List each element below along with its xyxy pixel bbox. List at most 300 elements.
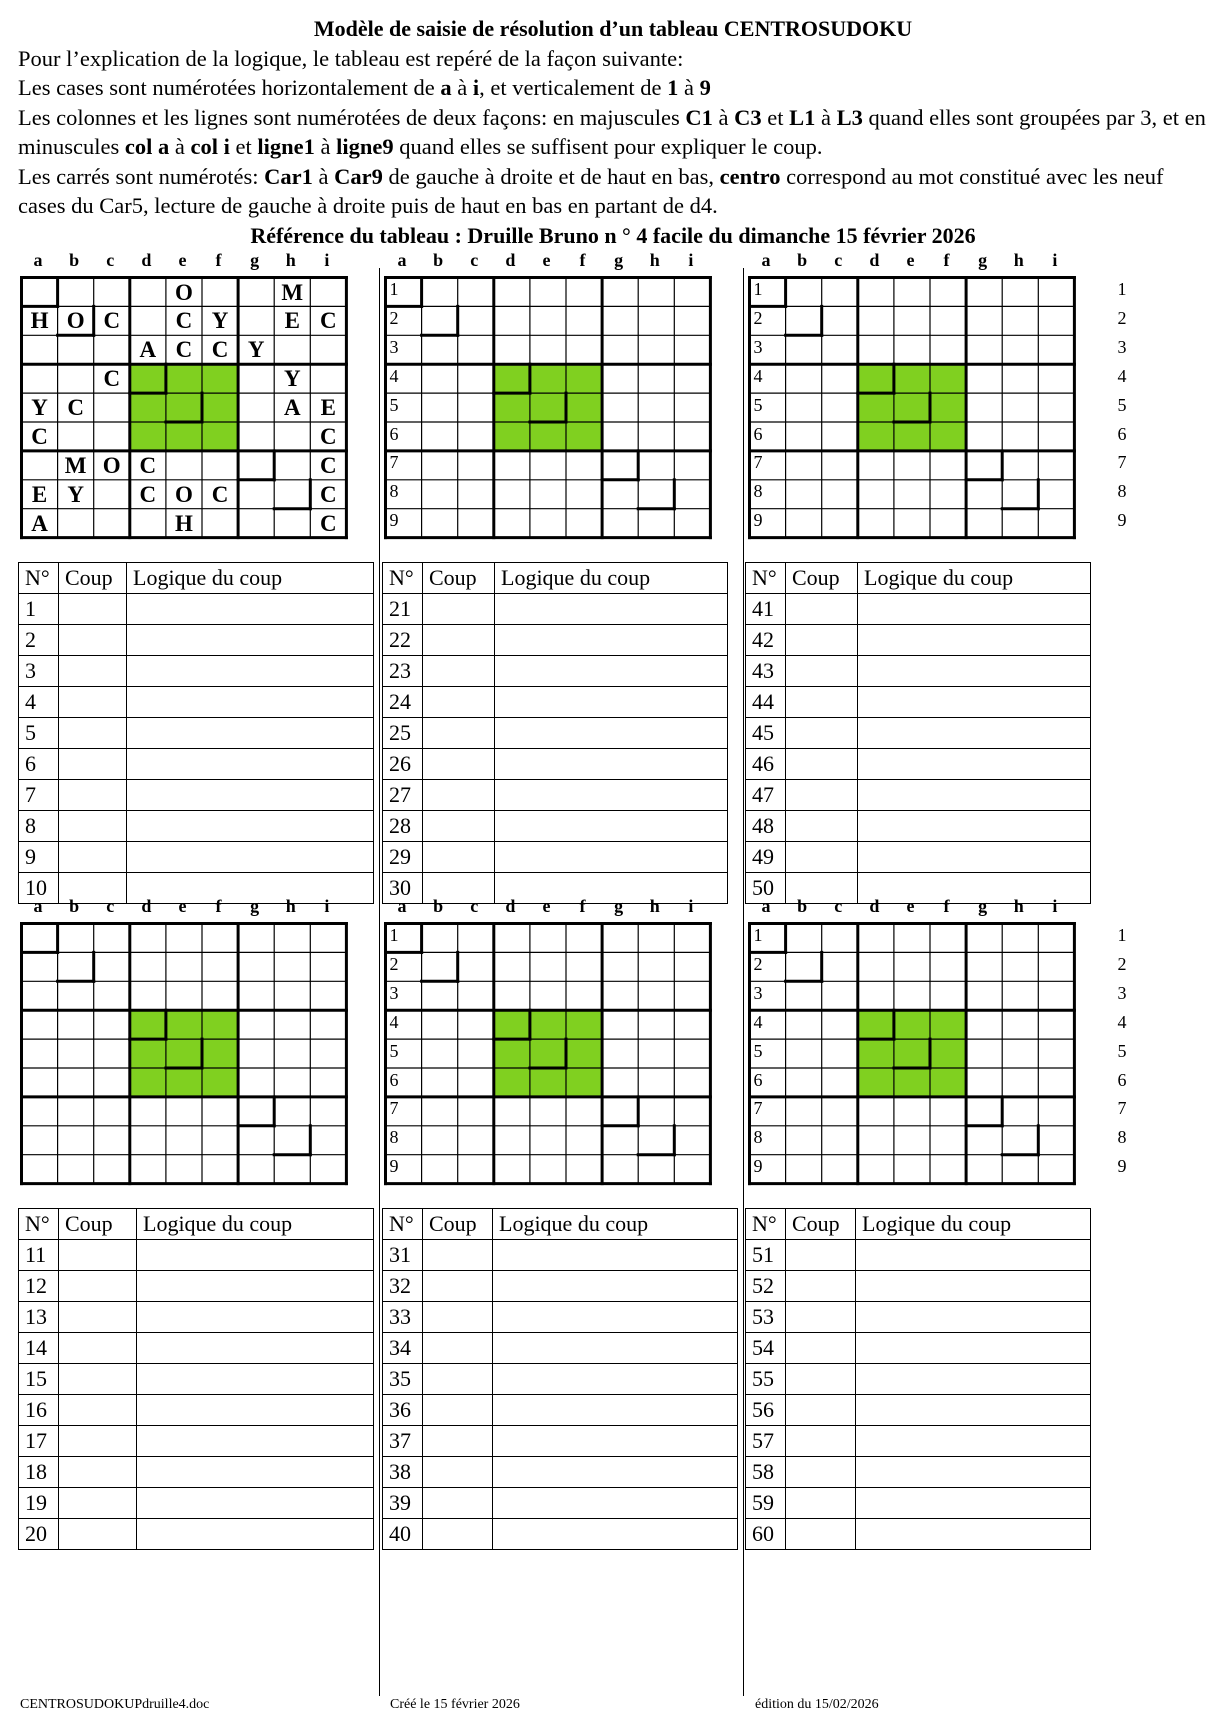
centro-cell: [130, 1010, 166, 1039]
move-number: 2: [19, 625, 59, 656]
intro-line-2: Les cases sont numérotées horizontalement de a à i, et verticalement de 1 à 9: [18, 75, 711, 100]
centro-cell: [858, 393, 894, 422]
logic-cell[interactable]: [493, 1426, 738, 1457]
given-letter: C: [139, 481, 157, 507]
move-cell[interactable]: [786, 1457, 856, 1488]
move-cell[interactable]: [786, 625, 858, 656]
move-cell[interactable]: [59, 811, 127, 842]
move-number: 23: [383, 656, 423, 687]
logic-cell[interactable]: [493, 1395, 738, 1426]
logic-cell[interactable]: [858, 687, 1091, 718]
move-cell[interactable]: [423, 1395, 493, 1426]
logic-cell[interactable]: [127, 842, 374, 873]
row-label: 8: [1117, 1127, 1127, 1148]
given-letter: C: [320, 452, 337, 478]
column-label: c: [834, 896, 843, 916]
move-cell[interactable]: [786, 1519, 856, 1550]
table-row: [383, 687, 728, 718]
row-label: 4: [1117, 365, 1127, 386]
table-header-row: [383, 1209, 738, 1240]
table-row: [746, 749, 1091, 780]
header-move: Coup: [59, 1209, 137, 1240]
move-cell[interactable]: [786, 1333, 856, 1364]
logic-cell[interactable]: [856, 1240, 1091, 1271]
move-number: 30: [383, 873, 423, 904]
logic-cell[interactable]: [493, 1333, 738, 1364]
move-cell[interactable]: [423, 656, 495, 687]
logic-cell[interactable]: [137, 1364, 374, 1395]
centro-cell: [494, 422, 530, 451]
header-move: Coup: [786, 1209, 856, 1240]
given-letter: C: [211, 481, 229, 507]
logic-cell[interactable]: [137, 1240, 374, 1271]
intro-line-4: Les carrés sont numérotés: Car1 à Car9 de gauche à droite et de haut en bas, centro correspond au mot constitué avec les neuf cases du Car5, lecture de gauche à droite puis de haut en bas en partant de d4.: [18, 163, 1164, 218]
centro-cell: [566, 1068, 602, 1097]
move-cell[interactable]: [59, 1240, 137, 1271]
centro-cell: [130, 364, 166, 393]
column-label: f: [215, 896, 222, 916]
table-row: [746, 1333, 1091, 1364]
centro-cell: [566, 422, 602, 451]
row-label: 4: [1117, 1011, 1127, 1032]
column-label: a: [397, 250, 407, 270]
logic-cell[interactable]: [493, 1302, 738, 1333]
centro-cell: [930, 1039, 966, 1068]
row-label: 3: [389, 336, 399, 357]
column-label: e: [542, 896, 551, 916]
move-cell[interactable]: [786, 687, 858, 718]
row-label: 7: [389, 452, 399, 473]
move-cell[interactable]: [59, 1519, 137, 1550]
move-cell[interactable]: [786, 1364, 856, 1395]
table-row: [19, 594, 374, 625]
row-label: 7: [753, 452, 763, 473]
row-label: 2: [1117, 307, 1127, 328]
given-letter: O: [174, 279, 193, 305]
sudoku-grid: [384, 922, 713, 1186]
centro-cell: [858, 1068, 894, 1097]
table-row: [383, 1426, 738, 1457]
centro-cell: [130, 1039, 166, 1068]
column-label: h: [285, 896, 296, 916]
move-number: 52: [746, 1271, 786, 1302]
move-cell[interactable]: [786, 842, 858, 873]
logic-cell[interactable]: [127, 780, 374, 811]
move-cell[interactable]: [423, 1302, 493, 1333]
logic-cell[interactable]: [858, 749, 1091, 780]
column-label: e: [178, 250, 187, 270]
given-letter: Y: [211, 308, 229, 334]
centro-cell: [130, 393, 166, 422]
row-label: 7: [1117, 1098, 1127, 1119]
logic-cell[interactable]: [856, 1271, 1091, 1302]
move-cell[interactable]: [59, 594, 127, 625]
logic-cell[interactable]: [127, 594, 374, 625]
logic-cell[interactable]: [858, 594, 1091, 625]
logic-cell[interactable]: [137, 1333, 374, 1364]
move-number: 31: [383, 1240, 423, 1271]
move-number: 21: [383, 594, 423, 625]
logic-cell[interactable]: [858, 656, 1091, 687]
move-cell[interactable]: [786, 656, 858, 687]
row-label: 1: [1117, 925, 1127, 945]
given-letter: C: [175, 337, 193, 363]
move-cell[interactable]: [786, 1302, 856, 1333]
logic-cell[interactable]: [858, 625, 1091, 656]
logic-cell[interactable]: [495, 749, 728, 780]
logic-cell[interactable]: [858, 718, 1091, 749]
table-row: [746, 1488, 1091, 1519]
document-header: [18, 14, 1208, 250]
move-cell[interactable]: [59, 687, 127, 718]
logic-cell[interactable]: [137, 1488, 374, 1519]
logic-cell[interactable]: [127, 687, 374, 718]
logic-cell[interactable]: [856, 1457, 1091, 1488]
table-row: [19, 811, 374, 842]
column-label: a: [33, 250, 43, 270]
logic-cell[interactable]: [856, 1488, 1091, 1519]
table-row: [746, 1457, 1091, 1488]
column-label: c: [470, 250, 479, 270]
move-cell[interactable]: [59, 1395, 137, 1426]
table-row: [746, 1364, 1091, 1395]
move-cell[interactable]: [59, 625, 127, 656]
move-cell[interactable]: [423, 780, 495, 811]
move-log-table: [745, 1208, 1091, 1550]
move-cell[interactable]: [59, 656, 127, 687]
move-number: 35: [383, 1364, 423, 1395]
footer-edition: édition du 15/02/2026: [755, 1697, 879, 1712]
move-number: 43: [746, 656, 786, 687]
header-move: Coup: [786, 563, 858, 594]
centro-cell: [494, 1068, 530, 1097]
centro-cell: [202, 364, 238, 393]
column-label: d: [869, 896, 880, 916]
row-label: 3: [389, 982, 399, 1003]
column-label: f: [215, 250, 222, 270]
move-cell[interactable]: [423, 687, 495, 718]
logic-cell[interactable]: [127, 749, 374, 780]
table-row: [746, 873, 1091, 904]
move-cell[interactable]: [59, 780, 127, 811]
move-cell[interactable]: [423, 1240, 493, 1271]
logic-cell[interactable]: [495, 780, 728, 811]
logic-cell[interactable]: [127, 873, 374, 904]
move-number: 34: [383, 1333, 423, 1364]
logic-cell[interactable]: [856, 1333, 1091, 1364]
column-label: e: [906, 250, 915, 270]
column-label: c: [834, 250, 843, 270]
move-number: 3: [19, 656, 59, 687]
move-cell[interactable]: [786, 749, 858, 780]
move-cell[interactable]: [423, 749, 495, 780]
move-cell[interactable]: [59, 873, 127, 904]
row-label: 8: [1117, 481, 1127, 502]
table-row: [746, 1302, 1091, 1333]
move-number: 58: [746, 1457, 786, 1488]
centro-cell: [858, 1039, 894, 1068]
footer-created: Créé le 15 février 2026: [390, 1697, 520, 1712]
centro-cell: [166, 1068, 202, 1097]
logic-cell[interactable]: [493, 1364, 738, 1395]
column-label: f: [579, 896, 586, 916]
logic-cell[interactable]: [127, 718, 374, 749]
move-cell[interactable]: [59, 842, 127, 873]
logic-cell[interactable]: [493, 1488, 738, 1519]
move-number: 4: [19, 687, 59, 718]
move-log-table: [382, 562, 728, 904]
move-cell[interactable]: [423, 1333, 493, 1364]
logic-cell[interactable]: [137, 1457, 374, 1488]
logic-cell[interactable]: [495, 718, 728, 749]
centro-cell: [894, 1010, 930, 1039]
move-number: 53: [746, 1302, 786, 1333]
logic-cell[interactable]: [137, 1395, 374, 1426]
move-cell[interactable]: [423, 811, 495, 842]
move-cell[interactable]: [786, 1488, 856, 1519]
row-label: 1: [753, 925, 763, 945]
logic-cell[interactable]: [495, 873, 728, 904]
move-cell[interactable]: [423, 1457, 493, 1488]
centro-cell: [166, 422, 202, 451]
footer-filename: CENTROSUDOKUPdruille4.doc: [20, 1697, 210, 1712]
move-cell[interactable]: [786, 1240, 856, 1271]
logic-cell[interactable]: [856, 1426, 1091, 1457]
move-number: 5: [19, 718, 59, 749]
sudoku-grid: [384, 276, 713, 540]
move-cell[interactable]: [423, 1426, 493, 1457]
move-number: 59: [746, 1488, 786, 1519]
row-label: 3: [753, 336, 763, 357]
move-number: 24: [383, 687, 423, 718]
move-cell[interactable]: [786, 1271, 856, 1302]
move-cell[interactable]: [423, 718, 495, 749]
move-cell[interactable]: [786, 1426, 856, 1457]
column-label: g: [978, 250, 988, 270]
move-cell[interactable]: [786, 873, 858, 904]
logic-cell[interactable]: [858, 842, 1091, 873]
row-label: 2: [753, 307, 763, 328]
logic-cell[interactable]: [493, 1240, 738, 1271]
move-cell[interactable]: [786, 811, 858, 842]
table-row: [746, 1519, 1091, 1550]
move-cell[interactable]: [786, 594, 858, 625]
given-letter: A: [31, 510, 48, 536]
move-cell[interactable]: [423, 1364, 493, 1395]
move-cell[interactable]: [423, 594, 495, 625]
move-number: 8: [19, 811, 59, 842]
logic-cell[interactable]: [856, 1364, 1091, 1395]
move-cell[interactable]: [59, 1333, 137, 1364]
move-cell[interactable]: [786, 718, 858, 749]
logic-cell[interactable]: [127, 625, 374, 656]
row-label: 8: [753, 1127, 763, 1148]
column-label: b: [433, 250, 444, 270]
move-cell[interactable]: [59, 1488, 137, 1519]
centro-cell: [894, 393, 930, 422]
centro-cell: [494, 1039, 530, 1068]
row-label: 6: [753, 1069, 763, 1090]
centro-cell: [530, 393, 566, 422]
row-label: 2: [389, 307, 399, 328]
table-row: [383, 625, 728, 656]
move-cell[interactable]: [59, 1426, 137, 1457]
centro-cell: [166, 393, 202, 422]
sudoku-board: [746, 250, 1150, 570]
move-cell[interactable]: [59, 1457, 137, 1488]
row-label: 8: [389, 481, 399, 502]
column-label: b: [69, 896, 80, 916]
row-label: 4: [753, 365, 763, 386]
move-number: 47: [746, 780, 786, 811]
column-label: i: [688, 250, 694, 270]
logic-cell[interactable]: [858, 873, 1091, 904]
move-cell[interactable]: [423, 873, 495, 904]
logic-cell[interactable]: [858, 780, 1091, 811]
move-cell[interactable]: [786, 780, 858, 811]
move-cell[interactable]: [423, 842, 495, 873]
logic-cell[interactable]: [856, 1302, 1091, 1333]
given-letter: C: [139, 452, 157, 478]
logic-cell[interactable]: [856, 1519, 1091, 1550]
column-label: c: [106, 250, 115, 270]
move-number: 22: [383, 625, 423, 656]
row-label: 5: [389, 394, 399, 415]
table-header-row: [19, 1209, 374, 1240]
centro-cell: [494, 393, 530, 422]
move-number: 11: [19, 1240, 59, 1271]
header-logic: Logique du coup: [495, 563, 728, 594]
row-label: 8: [389, 1127, 399, 1148]
centro-cell: [494, 1010, 530, 1039]
header-logic: Logique du coup: [856, 1209, 1091, 1240]
logic-cell[interactable]: [858, 811, 1091, 842]
column-label: i: [324, 250, 330, 270]
centro-cell: [166, 364, 202, 393]
column-label: d: [141, 250, 152, 270]
table-header-row: [746, 563, 1091, 594]
table-row: [383, 656, 728, 687]
column-label: e: [542, 250, 551, 270]
move-cell[interactable]: [59, 1302, 137, 1333]
move-cell[interactable]: [59, 1364, 137, 1395]
row-label: 5: [1117, 1040, 1127, 1061]
move-number: 6: [19, 749, 59, 780]
centro-cell: [894, 1068, 930, 1097]
given-letter: E: [320, 395, 337, 421]
row-label: 6: [1117, 1069, 1127, 1090]
move-number: 27: [383, 780, 423, 811]
move-cell[interactable]: [423, 1519, 493, 1550]
table-row: [19, 1333, 374, 1364]
sudoku-grid: [20, 922, 349, 1186]
move-number: 37: [383, 1426, 423, 1457]
logic-cell[interactable]: [495, 625, 728, 656]
row-label: 8: [753, 481, 763, 502]
table-row: [383, 1364, 738, 1395]
logic-cell[interactable]: [495, 594, 728, 625]
logic-cell[interactable]: [495, 842, 728, 873]
move-cell[interactable]: [59, 749, 127, 780]
logic-cell[interactable]: [495, 811, 728, 842]
given-letter: H: [30, 308, 49, 334]
header-logic: Logique du coup: [127, 563, 374, 594]
logic-cell[interactable]: [493, 1519, 738, 1550]
logic-cell[interactable]: [137, 1302, 374, 1333]
given-letter: C: [103, 308, 121, 334]
centro-cell: [202, 422, 238, 451]
sudoku-board: [382, 250, 786, 570]
row-label: 4: [389, 365, 399, 386]
table-row: [19, 842, 374, 873]
logic-cell[interactable]: [137, 1519, 374, 1550]
sudoku-board: [18, 250, 422, 570]
row-label: 9: [1117, 1156, 1127, 1177]
move-log-table: [745, 562, 1091, 904]
centro-cell: [530, 1068, 566, 1097]
table-row: [19, 1302, 374, 1333]
table-row: [19, 1519, 374, 1550]
logic-cell[interactable]: [127, 656, 374, 687]
logic-cell[interactable]: [495, 687, 728, 718]
move-log-table: [382, 1208, 738, 1550]
logic-cell[interactable]: [493, 1271, 738, 1302]
move-cell[interactable]: [59, 1271, 137, 1302]
column-label: a: [33, 896, 43, 916]
logic-cell[interactable]: [137, 1426, 374, 1457]
column-label: i: [324, 896, 330, 916]
centro-cell: [530, 364, 566, 393]
table-row: [19, 687, 374, 718]
given-letter: A: [139, 337, 157, 363]
row-label: 9: [753, 1156, 763, 1177]
table-row: [746, 656, 1091, 687]
move-cell[interactable]: [423, 625, 495, 656]
logic-cell[interactable]: [493, 1457, 738, 1488]
move-cell[interactable]: [786, 1395, 856, 1426]
move-number: 33: [383, 1302, 423, 1333]
table-row: [746, 687, 1091, 718]
logic-cell[interactable]: [495, 656, 728, 687]
table-header-row: [746, 1209, 1091, 1240]
table-row: [19, 1457, 374, 1488]
row-label: 6: [753, 423, 763, 444]
column-label: f: [579, 250, 586, 270]
move-number: 25: [383, 718, 423, 749]
table-row: [19, 718, 374, 749]
table-row: [746, 780, 1091, 811]
move-cell[interactable]: [59, 718, 127, 749]
header-num: N°: [19, 1209, 59, 1240]
logic-cell[interactable]: [856, 1395, 1091, 1426]
move-number: 38: [383, 1457, 423, 1488]
logic-cell[interactable]: [127, 811, 374, 842]
table-header-row: [383, 563, 728, 594]
given-letter: C: [320, 510, 337, 536]
column-label: h: [1013, 896, 1024, 916]
logic-cell[interactable]: [137, 1271, 374, 1302]
column-label: a: [397, 896, 407, 916]
given-letter: E: [31, 481, 48, 507]
move-number: 50: [746, 873, 786, 904]
given-letter: O: [102, 452, 121, 478]
centro-cell: [894, 1039, 930, 1068]
table-row: [383, 1240, 738, 1271]
given-letter: C: [67, 395, 84, 421]
given-letter: H: [174, 510, 193, 536]
move-cell[interactable]: [423, 1488, 493, 1519]
move-cell[interactable]: [423, 1271, 493, 1302]
